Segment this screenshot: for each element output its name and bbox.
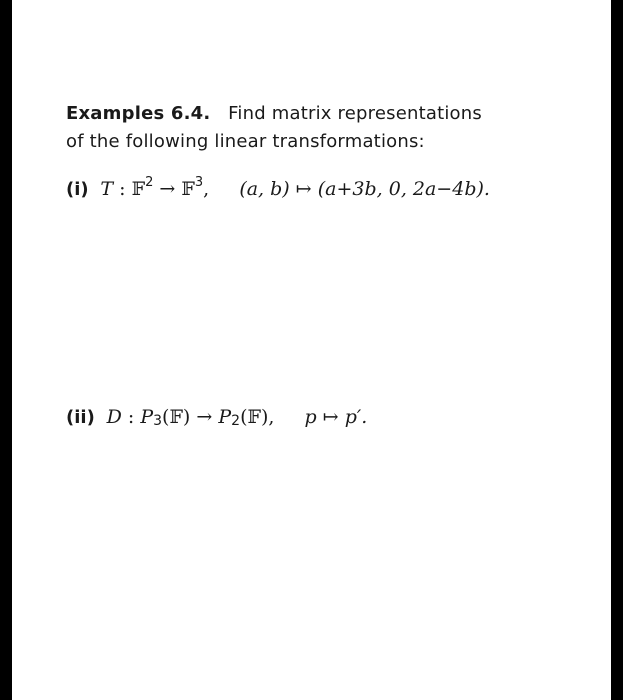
item-i-mapsto: ↦ (295, 178, 312, 200)
item-ii-output: p′. (344, 406, 368, 428)
item-ii-formula (101, 406, 368, 428)
item-i-formula (94, 175, 490, 200)
item-i-colon: : (119, 178, 126, 200)
item-i-domain-field: 𝔽 (131, 178, 146, 200)
right-frame-bar (611, 0, 623, 700)
left-frame-bar (0, 0, 12, 700)
example-intro-line1: Find matrix representations (228, 103, 482, 124)
item-ii-codomain-arg: (𝔽), (240, 406, 275, 428)
item-i-comma: , (203, 178, 210, 200)
item-ii-codomain-space: P (218, 406, 232, 428)
item-i-tag: (i) (66, 179, 89, 200)
item-ii-map-name: D (106, 406, 122, 428)
item-i-input: (a, b) (239, 178, 290, 200)
item-i-codomain-exp: 3 (194, 175, 204, 190)
item-i-output: (a+3b, 0, 2a−4b). (317, 178, 490, 200)
item-ii (66, 405, 367, 430)
item-ii-colon: : (127, 406, 135, 428)
item-i-domain-exp: 2 (145, 175, 154, 190)
item-i (66, 177, 490, 202)
item-ii-input: p (304, 406, 317, 428)
item-ii-mapsto: ↦ (322, 406, 339, 428)
item-ii-codomain-sub: 2 (231, 413, 241, 429)
item-ii-tag: (ii) (66, 407, 95, 428)
example-label: Examples 6.4. (66, 103, 211, 124)
item-ii-domain-sub: 3 (153, 413, 163, 429)
example-heading (66, 100, 536, 156)
item-ii-domain-space: P (140, 406, 154, 428)
example-intro-line2: of the following linear transformations: (66, 131, 425, 152)
item-ii-domain-arg: (𝔽) (162, 406, 191, 428)
item-i-map-name: T (100, 178, 114, 200)
item-ii-arrow: → (196, 406, 213, 428)
item-i-arrow: → (159, 178, 176, 200)
item-i-codomain-field: 𝔽 (181, 178, 195, 200)
